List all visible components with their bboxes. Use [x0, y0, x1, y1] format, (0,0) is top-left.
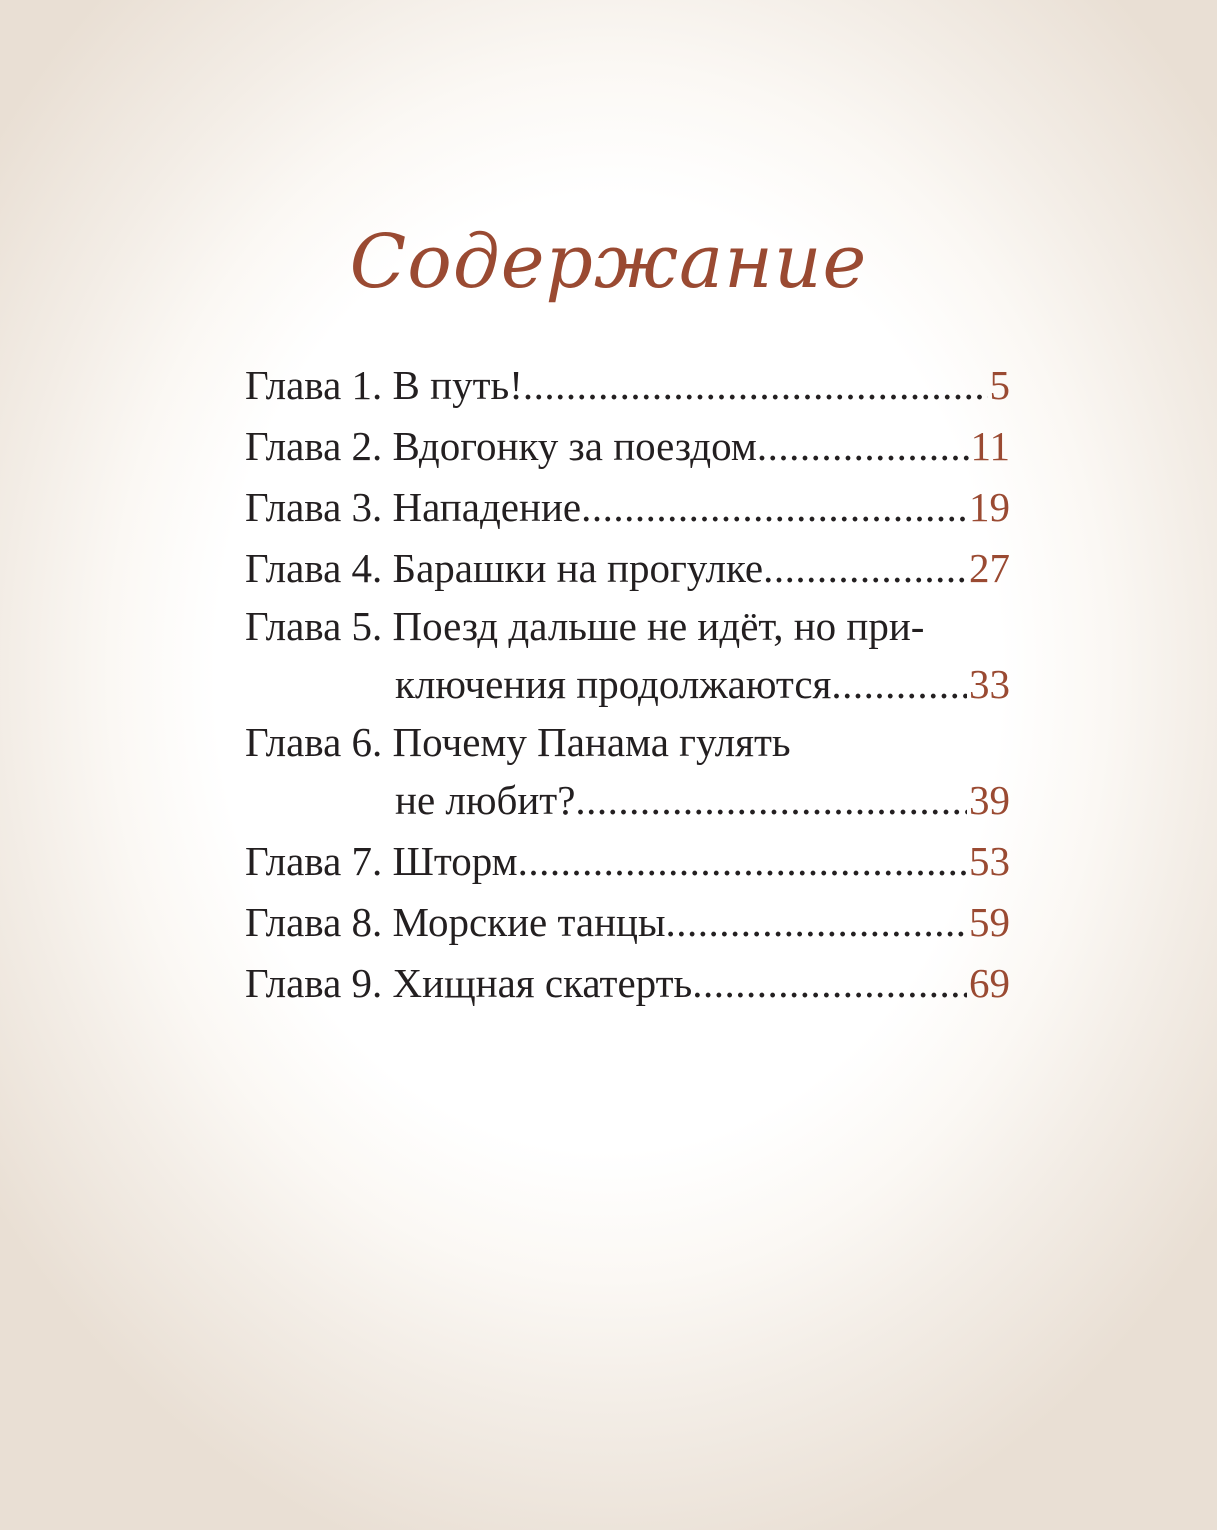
toc-entry-title: Глава 4. Барашки на прогулке [245, 545, 764, 591]
toc-entry-chapter-9[interactable] [245, 953, 1010, 1014]
toc-line [245, 770, 1010, 831]
toc-entry-chapter-4[interactable] [245, 538, 1010, 599]
toc-page-number: 19 [969, 484, 1010, 530]
toc-line [245, 416, 1010, 477]
table-of-contents [245, 355, 1010, 1014]
page-title: Содержание [349, 219, 868, 305]
toc-entry-title-continued: не любит? [395, 777, 576, 823]
toc-line [245, 538, 1010, 599]
toc-page-number: 69 [969, 960, 1010, 1006]
dot-leader [575, 770, 967, 831]
toc-line [245, 953, 1010, 1014]
dot-leader [518, 831, 967, 892]
toc-entry-chapter-6[interactable] [245, 715, 1010, 831]
toc-line [245, 715, 1010, 770]
toc-entry-chapter-1[interactable] [245, 355, 1010, 416]
toc-page-number: 33 [969, 661, 1010, 707]
dot-leader [523, 355, 988, 416]
dot-leader [666, 892, 967, 953]
toc-line [245, 892, 1010, 953]
toc-line [245, 654, 1010, 715]
toc-entry-chapter-5[interactable] [245, 599, 1010, 715]
dot-leader [831, 654, 967, 715]
toc-entry-title: Глава 8. Морские танцы [245, 899, 666, 945]
toc-page-number: 59 [969, 899, 1010, 945]
toc-line [245, 831, 1010, 892]
toc-line [245, 355, 1010, 416]
toc-entry-chapter-8[interactable] [245, 892, 1010, 953]
toc-page-number: 39 [969, 777, 1010, 823]
toc-entry-title: Глава 9. Хищная скатерть [245, 960, 693, 1006]
toc-line [245, 599, 1010, 654]
toc-entry-title: Глава 6. Почему Панама гулять [245, 719, 791, 765]
dot-leader [757, 416, 969, 477]
toc-entry-title: Глава 1. В путь! [245, 362, 523, 408]
toc-entry-chapter-2[interactable] [245, 416, 1010, 477]
toc-line [245, 477, 1010, 538]
toc-entry-chapter-7[interactable] [245, 831, 1010, 892]
toc-entry-title: Глава 7. Шторм [245, 838, 518, 884]
toc-entry-title: Глава 2. Вдогонку за поездом [245, 423, 757, 469]
toc-page-number: 53 [969, 838, 1010, 884]
toc-entry-title: Глава 5. Поезд дальше не идёт, но при- [245, 603, 925, 649]
toc-page-number: 27 [969, 545, 1010, 591]
toc-page-number: 11 [970, 423, 1010, 469]
toc-entry-title: Глава 3. Нападение [245, 484, 582, 530]
toc-page-number: 5 [989, 362, 1010, 408]
dot-leader [763, 538, 967, 599]
dot-leader [692, 953, 967, 1014]
toc-entry-title-continued: ключения продолжаются [395, 661, 832, 707]
toc-entry-chapter-3[interactable] [245, 477, 1010, 538]
dot-leader [581, 477, 967, 538]
